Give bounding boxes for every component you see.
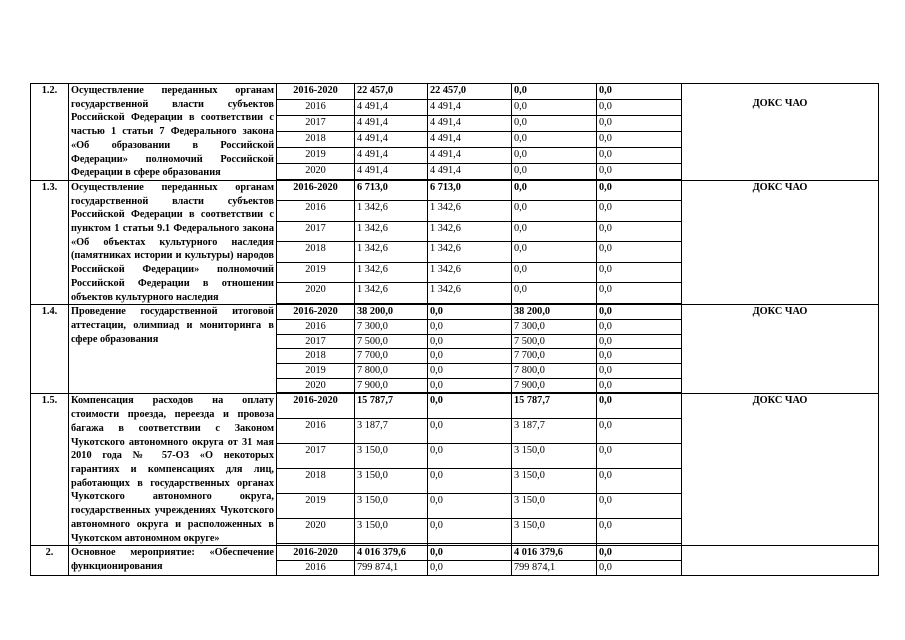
regional-budget-cell: 0,0 — [512, 115, 597, 131]
total-cell: 3 150,0 — [355, 469, 428, 494]
year-cell: 2020 — [277, 283, 355, 303]
regional-budget-cell: 4 016 379,6 — [512, 546, 597, 561]
total-cell: 4 491,4 — [355, 99, 428, 115]
table-row — [31, 305, 879, 320]
federal-budget-cell: 4 491,4 — [428, 131, 512, 147]
year-cell: 2017 — [277, 115, 355, 131]
total-cell: 1 342,6 — [355, 262, 428, 282]
year-cell: 2018 — [277, 242, 355, 262]
table-row — [31, 394, 879, 419]
other-sources-cell: 0,0 — [597, 546, 682, 561]
item-number: 1.2. — [31, 84, 69, 181]
other-sources-cell: 0,0 — [597, 201, 682, 221]
regional-budget-cell: 0,0 — [512, 283, 597, 303]
regional-budget-cell: 0,0 — [512, 163, 597, 179]
item-number: 2. — [31, 546, 69, 575]
other-sources-cell: 0,0 — [597, 394, 682, 419]
regional-budget-cell: 7 900,0 — [512, 378, 597, 393]
other-sources-cell: 0,0 — [597, 334, 682, 349]
item-description: Компенсация расходов на оплату стоимости проезда, переезда и провоза багажа в соответствии с Законом Чукотского автономного округа от 31 мая 2010 года № 57-ОЗ «О некоторых гарантиях и компенсациях для лиц, работающих в государственных органах Чукотского автономного округа, государственных учреждениях Чукотского автономного округа и расположенных в Чукотском автономном округе» — [69, 394, 277, 546]
regional-budget-cell: 15 787,7 — [512, 394, 597, 419]
total-cell: 38 200,0 — [355, 305, 428, 320]
federal-budget-cell: 0,0 — [428, 378, 512, 393]
regional-budget-cell: 0,0 — [512, 242, 597, 262]
executor-cell — [682, 546, 879, 575]
federal-budget-cell: 22 457,0 — [428, 84, 512, 100]
total-cell: 4 491,4 — [355, 147, 428, 163]
budget-table — [30, 83, 879, 576]
federal-budget-cell: 4 491,4 — [428, 163, 512, 179]
regional-budget-cell: 0,0 — [512, 180, 597, 200]
executor-cell — [682, 84, 879, 181]
total-cell: 7 300,0 — [355, 319, 428, 334]
total-cell: 7 900,0 — [355, 378, 428, 393]
total-cell: 1 342,6 — [355, 283, 428, 303]
executor-label: ДОКС ЧАО — [752, 181, 808, 193]
year-cell: 2018 — [277, 349, 355, 364]
regional-budget-cell: 7 700,0 — [512, 349, 597, 364]
year-cell: 2020 — [277, 378, 355, 393]
other-sources-cell: 0,0 — [597, 560, 682, 575]
year-cell: 2017 — [277, 444, 355, 469]
federal-budget-cell: 4 491,4 — [428, 115, 512, 131]
regional-budget-cell: 3 187,7 — [512, 419, 597, 444]
executor-cell — [682, 305, 879, 394]
other-sources-cell: 0,0 — [597, 115, 682, 131]
federal-budget-cell: 0,0 — [428, 349, 512, 364]
year-cell: 2016 — [277, 419, 355, 444]
federal-budget-cell: 0,0 — [428, 494, 512, 519]
other-sources-cell: 0,0 — [597, 221, 682, 241]
total-cell: 1 342,6 — [355, 221, 428, 241]
regional-budget-cell: 0,0 — [512, 262, 597, 282]
year-cell: 2020 — [277, 519, 355, 544]
other-sources-cell: 0,0 — [597, 494, 682, 519]
other-sources-cell: 0,0 — [597, 444, 682, 469]
federal-budget-cell: 1 342,6 — [428, 283, 512, 303]
regional-budget-cell: 0,0 — [512, 147, 597, 163]
executor-label: ДОКС ЧАО — [752, 98, 808, 109]
other-sources-cell: 0,0 — [597, 242, 682, 262]
year-cell: 2017 — [277, 221, 355, 241]
federal-budget-cell: 1 342,6 — [428, 201, 512, 221]
table-body — [31, 84, 879, 576]
other-sources-cell: 0,0 — [597, 305, 682, 320]
regional-budget-cell: 38 200,0 — [512, 305, 597, 320]
total-cell: 4 016 379,6 — [355, 546, 428, 561]
other-sources-cell: 0,0 — [597, 163, 682, 179]
regional-budget-cell: 0,0 — [512, 84, 597, 100]
total-cell: 7 700,0 — [355, 349, 428, 364]
total-cell: 15 787,7 — [355, 394, 428, 419]
regional-budget-cell: 3 150,0 — [512, 519, 597, 544]
regional-budget-cell: 7 800,0 — [512, 364, 597, 379]
total-cell: 3 150,0 — [355, 444, 428, 469]
year-cell: 2016-2020 — [277, 305, 355, 320]
item-description: Основное мероприятие: «Обеспечение функционирования — [69, 546, 277, 575]
item-number: 1.5. — [31, 394, 69, 546]
other-sources-cell: 0,0 — [597, 283, 682, 303]
regional-budget-cell: 0,0 — [512, 131, 597, 147]
federal-budget-cell: 1 342,6 — [428, 262, 512, 282]
federal-budget-cell: 1 342,6 — [428, 242, 512, 262]
regional-budget-cell: 0,0 — [512, 221, 597, 241]
total-cell: 6 713,0 — [355, 180, 428, 200]
executor-label: ДОКС ЧАО — [752, 306, 808, 318]
other-sources-cell: 0,0 — [597, 364, 682, 379]
other-sources-cell: 0,0 — [597, 147, 682, 163]
total-cell: 22 457,0 — [355, 84, 428, 100]
federal-budget-cell: 1 342,6 — [428, 221, 512, 241]
federal-budget-cell: 0,0 — [428, 364, 512, 379]
federal-budget-cell: 0,0 — [428, 305, 512, 320]
table-row — [31, 84, 879, 100]
federal-budget-cell: 0,0 — [428, 419, 512, 444]
total-cell: 1 342,6 — [355, 201, 428, 221]
regional-budget-cell: 3 150,0 — [512, 469, 597, 494]
total-cell: 4 491,4 — [355, 163, 428, 179]
item-number: 1.4. — [31, 305, 69, 394]
item-number: 1.3. — [31, 180, 69, 304]
federal-budget-cell: 0,0 — [428, 444, 512, 469]
other-sources-cell: 0,0 — [597, 180, 682, 200]
other-sources-cell: 0,0 — [597, 84, 682, 100]
item-description: Проведение государственной итоговой аттестации, олимпиад и мониторинга в сфере образования — [69, 305, 277, 394]
total-cell: 7 500,0 — [355, 334, 428, 349]
year-cell: 2016 — [277, 99, 355, 115]
federal-budget-cell: 0,0 — [428, 560, 512, 575]
federal-budget-cell: 0,0 — [428, 469, 512, 494]
table-row — [31, 546, 879, 561]
executor-label: ДОКС ЧАО — [752, 395, 808, 407]
year-cell: 2016 — [277, 560, 355, 575]
federal-budget-cell: 0,0 — [428, 519, 512, 544]
year-cell: 2016-2020 — [277, 180, 355, 200]
year-cell: 2016 — [277, 319, 355, 334]
regional-budget-cell: 7 300,0 — [512, 319, 597, 334]
other-sources-cell: 0,0 — [597, 469, 682, 494]
year-cell: 2016-2020 — [277, 394, 355, 419]
regional-budget-cell: 3 150,0 — [512, 444, 597, 469]
year-cell: 2019 — [277, 364, 355, 379]
regional-budget-cell: 7 500,0 — [512, 334, 597, 349]
executor-cell — [682, 180, 879, 304]
federal-budget-cell: 0,0 — [428, 394, 512, 419]
executor-cell — [682, 394, 879, 546]
year-cell: 2020 — [277, 163, 355, 179]
total-cell: 1 342,6 — [355, 242, 428, 262]
total-cell: 3 187,7 — [355, 419, 428, 444]
other-sources-cell: 0,0 — [597, 319, 682, 334]
regional-budget-cell: 0,0 — [512, 201, 597, 221]
total-cell: 3 150,0 — [355, 494, 428, 519]
year-cell: 2017 — [277, 334, 355, 349]
total-cell: 4 491,4 — [355, 131, 428, 147]
federal-budget-cell: 0,0 — [428, 334, 512, 349]
regional-budget-cell: 799 874,1 — [512, 560, 597, 575]
federal-budget-cell: 4 491,4 — [428, 99, 512, 115]
total-cell: 7 800,0 — [355, 364, 428, 379]
item-description: Осуществление переданных органам государственной власти субъектов Российской Федерации в соответствии с пунктом 1 статьи 9.1 Федерального закона «Об объектах культурного наследия (памятниках истории и культуры) народов Российской Федерации» полномочий Российской Федерации в отношении объектов культурного наследия — [69, 180, 277, 304]
table-row — [31, 180, 879, 200]
year-cell: 2016-2020 — [277, 546, 355, 561]
other-sources-cell: 0,0 — [597, 131, 682, 147]
other-sources-cell: 0,0 — [597, 378, 682, 393]
year-cell: 2019 — [277, 262, 355, 282]
total-cell: 3 150,0 — [355, 519, 428, 544]
other-sources-cell: 0,0 — [597, 419, 682, 444]
item-description: Осуществление переданных органам государственной власти субъектов Российской Федерации в соответствии с частью 1 статьи 7 Федерального закона «Об образовании в Российской Федерации» полномочий Российской Федерации в сфере образования — [69, 84, 277, 181]
total-cell: 799 874,1 — [355, 560, 428, 575]
federal-budget-cell: 6 713,0 — [428, 180, 512, 200]
other-sources-cell: 0,0 — [597, 349, 682, 364]
year-cell: 2019 — [277, 147, 355, 163]
year-cell: 2019 — [277, 494, 355, 519]
federal-budget-cell: 0,0 — [428, 319, 512, 334]
total-cell: 4 491,4 — [355, 115, 428, 131]
regional-budget-cell: 0,0 — [512, 99, 597, 115]
other-sources-cell: 0,0 — [597, 99, 682, 115]
other-sources-cell: 0,0 — [597, 519, 682, 544]
other-sources-cell: 0,0 — [597, 262, 682, 282]
federal-budget-cell: 0,0 — [428, 546, 512, 561]
year-cell: 2016 — [277, 201, 355, 221]
regional-budget-cell: 3 150,0 — [512, 494, 597, 519]
federal-budget-cell: 4 491,4 — [428, 147, 512, 163]
year-cell: 2018 — [277, 131, 355, 147]
year-cell: 2016-2020 — [277, 84, 355, 100]
year-cell: 2018 — [277, 469, 355, 494]
